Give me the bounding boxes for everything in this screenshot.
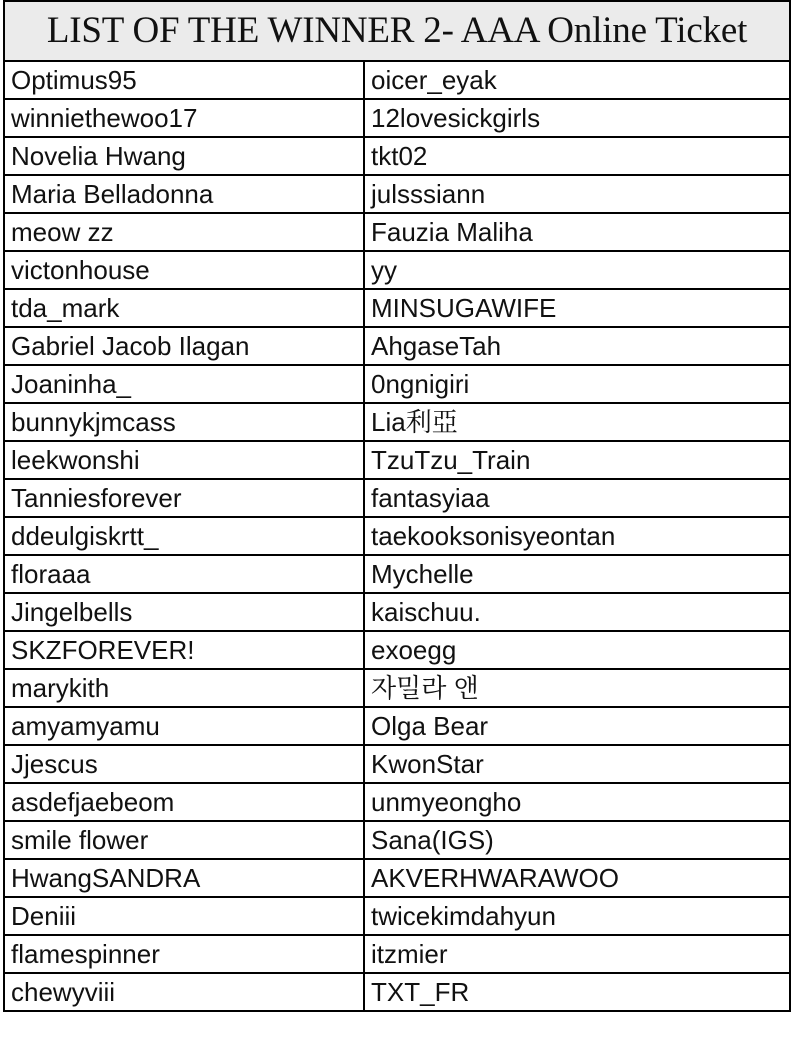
winner-name-cell-left[interactable]: Jingelbells bbox=[4, 593, 364, 631]
winner-rows bbox=[4, 61, 790, 1011]
table-row bbox=[4, 137, 790, 175]
table-row bbox=[4, 175, 790, 213]
table-row bbox=[4, 897, 790, 935]
winner-list-table bbox=[3, 0, 791, 1012]
winner-name-cell-left[interactable]: winniethewoo17 bbox=[4, 99, 364, 137]
winner-name-cell-right[interactable]: Mychelle bbox=[364, 555, 790, 593]
winner-name-cell-right[interactable]: fantasyiaa bbox=[364, 479, 790, 517]
winner-name-cell-left[interactable]: Optimus95 bbox=[4, 61, 364, 99]
table-row bbox=[4, 745, 790, 783]
table-row bbox=[4, 707, 790, 745]
winner-name-cell-left[interactable]: asdefjaebeom bbox=[4, 783, 364, 821]
winner-name-cell-right[interactable]: julsssiann bbox=[364, 175, 790, 213]
winner-name-cell-right[interactable]: 0ngnigiri bbox=[364, 365, 790, 403]
table-row bbox=[4, 251, 790, 289]
winner-name-cell-left[interactable]: floraaa bbox=[4, 555, 364, 593]
winner-name-cell-right[interactable]: TXT_FR bbox=[364, 973, 790, 1011]
winner-name-cell-left[interactable]: HwangSANDRA bbox=[4, 859, 364, 897]
table-row bbox=[4, 593, 790, 631]
winner-name-cell-left[interactable]: ddeulgiskrtt_ bbox=[4, 517, 364, 555]
winner-name-cell-left[interactable]: chewyviii bbox=[4, 973, 364, 1011]
table-row bbox=[4, 631, 790, 669]
table-row bbox=[4, 821, 790, 859]
winner-name-cell-right[interactable]: unmyeongho bbox=[364, 783, 790, 821]
winner-name-cell-right[interactable]: KwonStar bbox=[364, 745, 790, 783]
table-row bbox=[4, 859, 790, 897]
table-row bbox=[4, 403, 790, 441]
winner-name-cell-left[interactable]: flamespinner bbox=[4, 935, 364, 973]
winner-name-cell-right[interactable]: Fauzia Maliha bbox=[364, 213, 790, 251]
winner-name-cell-right[interactable]: 자밀라 앤 bbox=[364, 669, 790, 707]
winner-name-cell-left[interactable]: smile flower bbox=[4, 821, 364, 859]
winner-name-cell-right[interactable]: AhgaseTah bbox=[364, 327, 790, 365]
winner-name-cell-right[interactable]: 12lovesickgirls bbox=[364, 99, 790, 137]
table-row bbox=[4, 213, 790, 251]
sheet-title[interactable]: LIST OF THE WINNER 2- AAA Online Ticket bbox=[4, 1, 790, 61]
winner-name-cell-left[interactable]: leekwonshi bbox=[4, 441, 364, 479]
winner-name-cell-right[interactable]: Lia利亞 bbox=[364, 403, 790, 441]
winner-name-cell-left[interactable]: Tanniesforever bbox=[4, 479, 364, 517]
winner-name-cell-left[interactable]: meow zz bbox=[4, 213, 364, 251]
table-row bbox=[4, 289, 790, 327]
title-row bbox=[4, 1, 790, 61]
winner-name-cell-left[interactable]: amyamyamu bbox=[4, 707, 364, 745]
winner-name-cell-left[interactable]: bunnykjmcass bbox=[4, 403, 364, 441]
table-row bbox=[4, 669, 790, 707]
table-row bbox=[4, 479, 790, 517]
winner-name-cell-left[interactable]: Gabriel Jacob Ilagan bbox=[4, 327, 364, 365]
winner-name-cell-left[interactable]: tda_mark bbox=[4, 289, 364, 327]
table-row bbox=[4, 973, 790, 1011]
table-row bbox=[4, 365, 790, 403]
winner-name-cell-left[interactable]: Joaninha_ bbox=[4, 365, 364, 403]
table-row bbox=[4, 99, 790, 137]
table-row bbox=[4, 935, 790, 973]
winner-name-cell-left[interactable]: victonhouse bbox=[4, 251, 364, 289]
winner-name-cell-right[interactable]: Sana(IGS) bbox=[364, 821, 790, 859]
winner-name-cell-left[interactable]: Jjescus bbox=[4, 745, 364, 783]
winner-name-cell-left[interactable]: Novelia Hwang bbox=[4, 137, 364, 175]
table-row bbox=[4, 783, 790, 821]
winner-name-cell-left[interactable]: Maria Belladonna bbox=[4, 175, 364, 213]
winner-name-cell-right[interactable]: tkt02 bbox=[364, 137, 790, 175]
winner-name-cell-right[interactable]: twicekimdahyun bbox=[364, 897, 790, 935]
winner-name-cell-right[interactable]: Olga Bear bbox=[364, 707, 790, 745]
winner-name-cell-left[interactable]: Deniii bbox=[4, 897, 364, 935]
winner-name-cell-right[interactable]: yy bbox=[364, 251, 790, 289]
winner-name-cell-right[interactable]: itzmier bbox=[364, 935, 790, 973]
table-row bbox=[4, 61, 790, 99]
winner-name-cell-right[interactable]: exoegg bbox=[364, 631, 790, 669]
winner-name-cell-right[interactable]: oicer_eyak bbox=[364, 61, 790, 99]
winner-name-cell-right[interactable]: TzuTzu_Train bbox=[364, 441, 790, 479]
winner-name-cell-right[interactable]: AKVERHWARAWOO bbox=[364, 859, 790, 897]
table-row bbox=[4, 441, 790, 479]
table-row bbox=[4, 517, 790, 555]
winner-name-cell-right[interactable]: kaischuu. bbox=[364, 593, 790, 631]
winner-name-cell-left[interactable]: SKZFOREVER! bbox=[4, 631, 364, 669]
table-row bbox=[4, 327, 790, 365]
winner-name-cell-right[interactable]: taekooksonisyeontan bbox=[364, 517, 790, 555]
table-row bbox=[4, 555, 790, 593]
winner-name-cell-left[interactable]: marykith bbox=[4, 669, 364, 707]
winner-name-cell-right[interactable]: MINSUGAWIFE bbox=[364, 289, 790, 327]
